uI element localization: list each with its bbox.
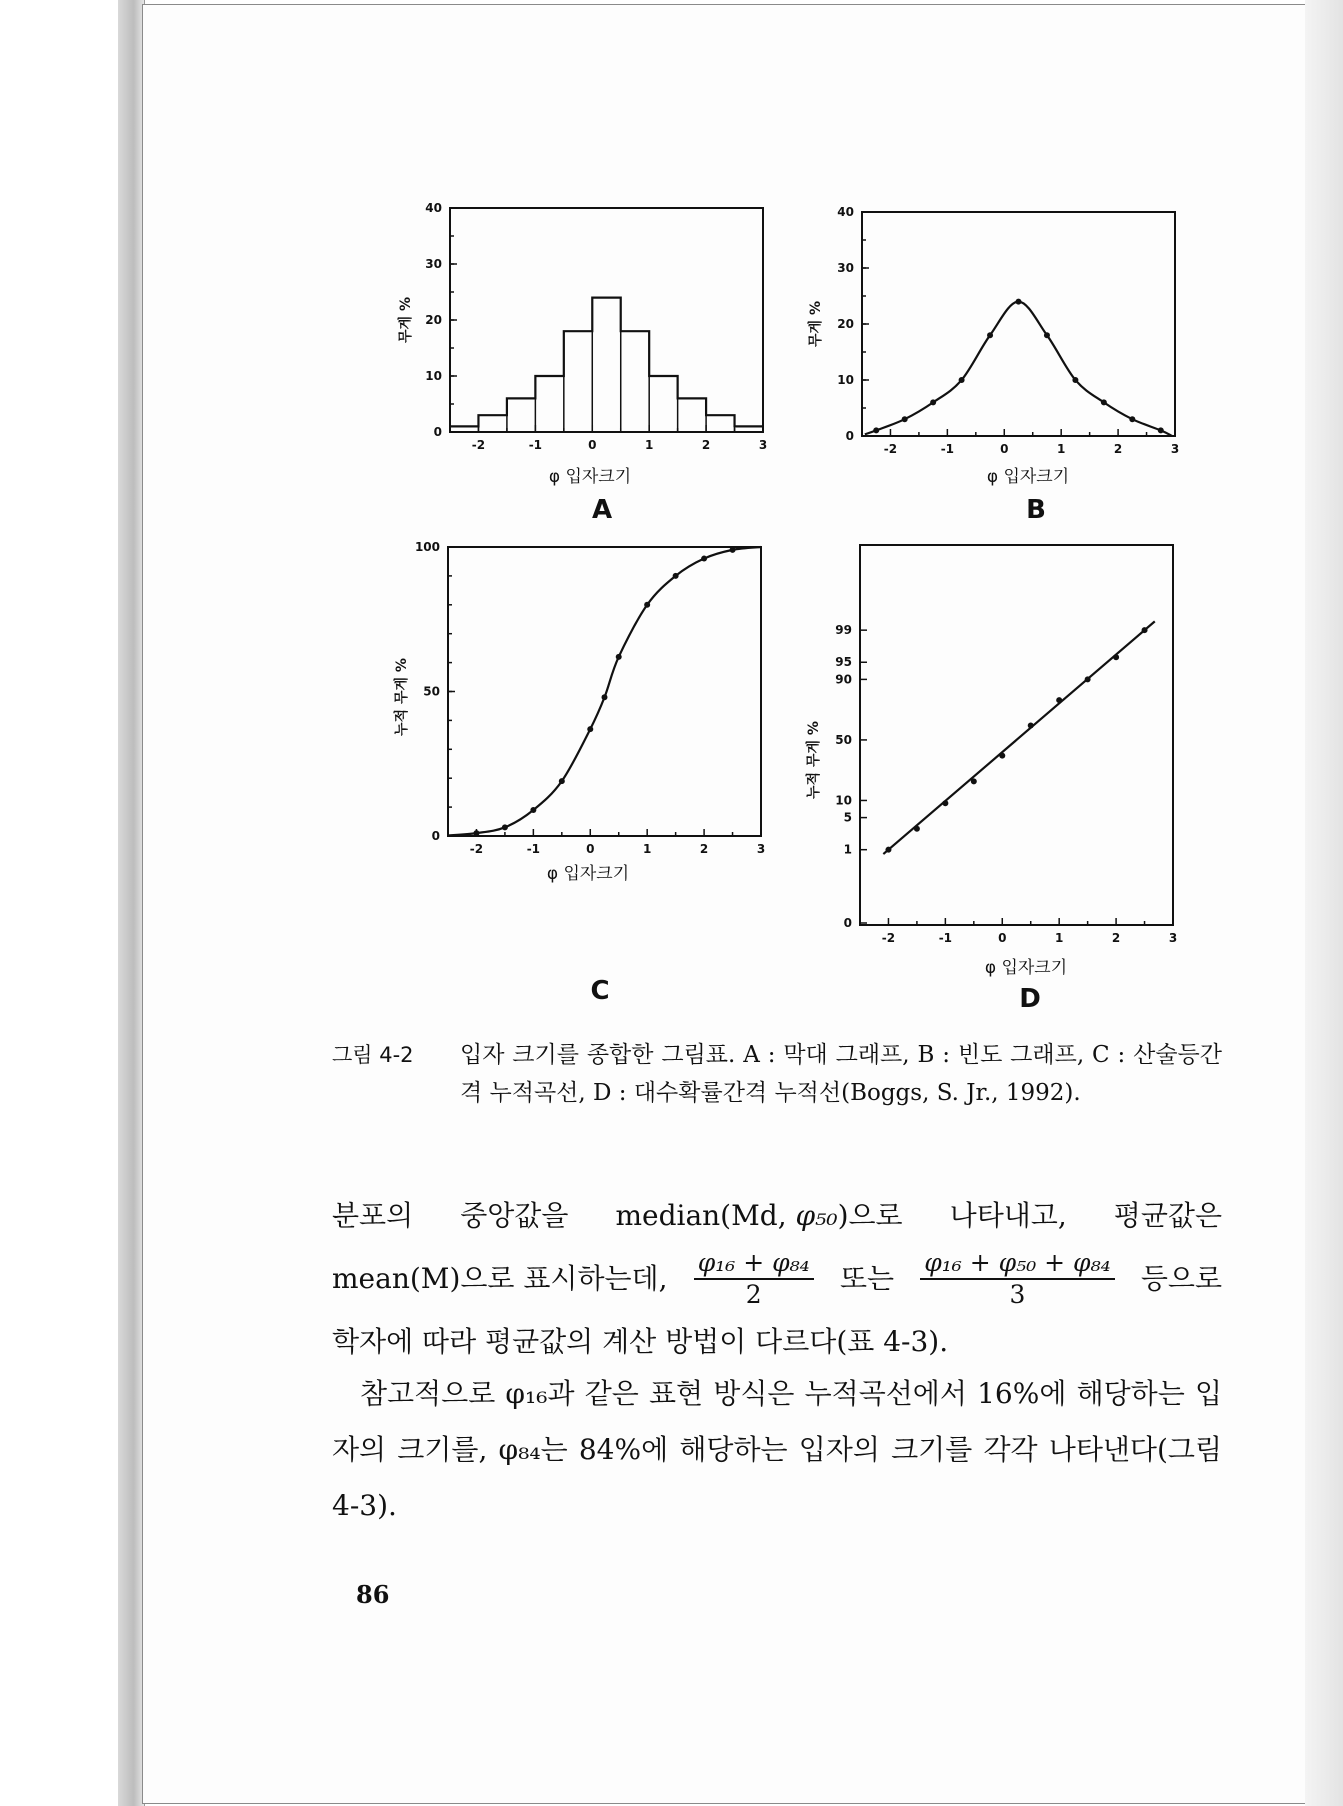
x-tick-label: 2 xyxy=(701,438,711,452)
data-point xyxy=(1142,627,1148,633)
y-tick-label: 95 xyxy=(835,655,852,670)
x-tick-label: -1 xyxy=(938,931,953,945)
histogram-outline xyxy=(450,298,763,427)
x-tick-label: -1 xyxy=(528,438,543,452)
series-line xyxy=(448,547,761,835)
panel-b-xlabel: φ 입자크기 xyxy=(986,467,1070,487)
y-tick-label: 30 xyxy=(425,257,442,271)
x-tick-label: 3 xyxy=(758,438,768,452)
panel-c-frame xyxy=(448,547,761,836)
panel-b-ticks xyxy=(837,205,1179,456)
data-point xyxy=(1072,377,1078,383)
data-point xyxy=(885,847,891,853)
x-tick-label: -2 xyxy=(883,442,898,456)
data-point xyxy=(1129,416,1135,422)
panel-c-ylabel: 누적 무게 % xyxy=(394,658,410,736)
x-tick-label: -2 xyxy=(471,438,486,452)
y-tick-label: 40 xyxy=(837,205,854,219)
caption-label: 그림 4-2 xyxy=(332,1043,414,1067)
panel-d xyxy=(805,545,1177,1014)
y-tick-label: 30 xyxy=(837,261,854,275)
x-tick-label: -2 xyxy=(881,931,896,945)
y-tick-label: 1 xyxy=(843,842,852,857)
y-tick-label: 90 xyxy=(835,672,852,687)
panel-b-frame xyxy=(862,212,1175,436)
y-tick-label: 10 xyxy=(425,369,442,383)
panel-c-xlabel: φ 입자크기 xyxy=(546,864,630,884)
y-tick-label: 0 xyxy=(433,425,442,439)
x-tick-label: 1 xyxy=(643,842,652,856)
data-point xyxy=(730,547,736,553)
x-tick-label: -1 xyxy=(940,442,955,456)
data-point xyxy=(1085,676,1091,682)
data-point xyxy=(559,778,565,784)
data-point xyxy=(914,826,920,832)
panel-d-line xyxy=(883,621,1154,854)
panel-a-frame xyxy=(450,208,763,432)
panel-b-curve xyxy=(865,299,1172,436)
data-point xyxy=(971,778,977,784)
x-tick-label: 2 xyxy=(1111,931,1121,945)
word: 나타내고, xyxy=(949,1199,1067,1232)
y-tick-label: 10 xyxy=(837,373,854,387)
y-tick-label: 100 xyxy=(414,540,440,554)
x-tick-label: -1 xyxy=(526,842,541,856)
data-point xyxy=(701,556,707,562)
data-point xyxy=(673,573,679,579)
y-tick-label: 20 xyxy=(425,313,442,327)
paragraph-2: 참고적으로 φ₁₆과 같은 표현 방식은 누적곡선에서 16%에 해당하는 입자의 크기를, φ₈₄는 84%에 해당하는 입자의 크기를 각각 나타낸다(그림 4-3). xyxy=(332,1377,1222,1522)
data-point xyxy=(942,800,948,806)
y-tick-label: 0 xyxy=(845,429,854,443)
data-point xyxy=(959,377,965,383)
series-line xyxy=(865,302,1172,436)
data-point xyxy=(1028,722,1034,728)
y-tick-label: 40 xyxy=(425,201,442,215)
data-point xyxy=(602,694,608,700)
panel-a-label: A xyxy=(591,495,613,525)
figure-caption xyxy=(332,1036,1222,1112)
panel-c xyxy=(393,540,765,1006)
panel-d-xlabel: φ 입자크기 xyxy=(984,958,1068,978)
y-tick-label: 5 xyxy=(843,810,852,825)
x-tick-label: 2 xyxy=(699,842,709,856)
panel-c-curve xyxy=(448,547,761,836)
data-point xyxy=(616,654,622,660)
data-point xyxy=(644,602,650,608)
caption-text: 입자 크기를 종합한 그림표. A : 막대 그래프, B : 빈도 그래프, C : 산술등간격 누적곡선, D : 대수확률간격 누적선(Boggs, S. Jr., 1992). xyxy=(460,1042,1222,1106)
data-point xyxy=(902,416,908,422)
panel-c-ticks xyxy=(415,540,765,856)
paragraph-1-line-1 xyxy=(332,1188,1222,1244)
panel-b-ylabel: 무게 % xyxy=(808,301,824,347)
panel-a xyxy=(397,201,767,525)
median-phrase: median(Md, φ₅₀)으로 xyxy=(615,1199,903,1232)
data-point xyxy=(1056,697,1062,703)
formula-1-denominator: 2 xyxy=(745,1280,762,1309)
x-tick-label: 1 xyxy=(1055,931,1064,945)
panel-b-label: B xyxy=(1026,495,1046,525)
y-tick-label: 20 xyxy=(837,317,854,331)
panel-c-label: C xyxy=(590,976,610,1006)
y-tick-label: 50 xyxy=(423,684,440,699)
formula-2-denominator: 3 xyxy=(1009,1280,1026,1309)
x-tick-label: -2 xyxy=(469,842,484,856)
panel-a-ylabel: 무게 % xyxy=(398,297,414,343)
panel-d-frame xyxy=(860,545,1173,925)
x-tick-label: 3 xyxy=(1168,931,1178,945)
x-tick-label: 1 xyxy=(1057,442,1066,456)
mean-phrase: mean(M)으로 표시하는데, xyxy=(332,1262,668,1295)
data-point xyxy=(587,726,593,732)
panel-d-ylabel: 누적 무게 % xyxy=(806,721,822,799)
x-tick-label: 2 xyxy=(1113,442,1123,456)
page-number: 86 xyxy=(356,1580,390,1609)
paragraph-1-line-3: 학자에 따라 평균값의 계산 방법이 다르다(표 4-3). xyxy=(332,1325,949,1358)
data-point xyxy=(1016,299,1022,305)
word: 등으로 xyxy=(1140,1262,1222,1295)
formula-2-numerator: φ₁₆ + φ₅₀ + φ₈₄ xyxy=(920,1248,1114,1280)
panel-d-label: D xyxy=(1019,984,1041,1014)
data-point xyxy=(530,807,536,813)
word: 또는 xyxy=(839,1262,895,1295)
x-tick-label: 3 xyxy=(1170,442,1180,456)
data-point xyxy=(873,427,879,433)
paragraph-1 xyxy=(332,1188,1222,1370)
y-tick-label: 99 xyxy=(835,623,852,638)
x-tick-label: 0 xyxy=(998,931,1007,945)
x-tick-label: 0 xyxy=(588,438,597,452)
formula-1-numerator: φ₁₆ + φ₈₄ xyxy=(694,1248,814,1280)
data-point xyxy=(1044,332,1050,338)
word: 중앙값을 xyxy=(460,1199,569,1232)
data-point xyxy=(987,332,993,338)
data-point xyxy=(1113,654,1119,660)
x-tick-label: 1 xyxy=(645,438,654,452)
y-tick-label: 0 xyxy=(843,916,852,930)
y-tick-label: 0 xyxy=(431,829,440,843)
word: 분포의 xyxy=(332,1199,414,1232)
data-point xyxy=(999,753,1005,759)
mean-formula-2 xyxy=(920,1248,1114,1310)
paragraph-1-line-2 xyxy=(332,1244,1222,1314)
data-point xyxy=(502,824,508,830)
data-point xyxy=(930,399,936,405)
x-tick-label: 0 xyxy=(586,842,595,856)
panel-a-bars xyxy=(450,298,763,432)
panel-b xyxy=(807,205,1179,525)
data-point xyxy=(473,830,479,836)
x-tick-label: 0 xyxy=(1000,442,1009,456)
data-point xyxy=(1101,399,1107,405)
panel-a-xlabel: φ 입자크기 xyxy=(548,467,632,487)
panel-d-ticks xyxy=(835,623,1177,945)
y-tick-label: 50 xyxy=(835,732,852,747)
mean-formula-1 xyxy=(694,1248,814,1310)
word: 평균값은 xyxy=(1113,1199,1222,1232)
x-tick-label: 3 xyxy=(756,842,766,856)
data-point xyxy=(1158,427,1164,433)
y-tick-label: 10 xyxy=(835,793,852,808)
phi50-symbol: φ₅₀ xyxy=(795,1199,838,1232)
